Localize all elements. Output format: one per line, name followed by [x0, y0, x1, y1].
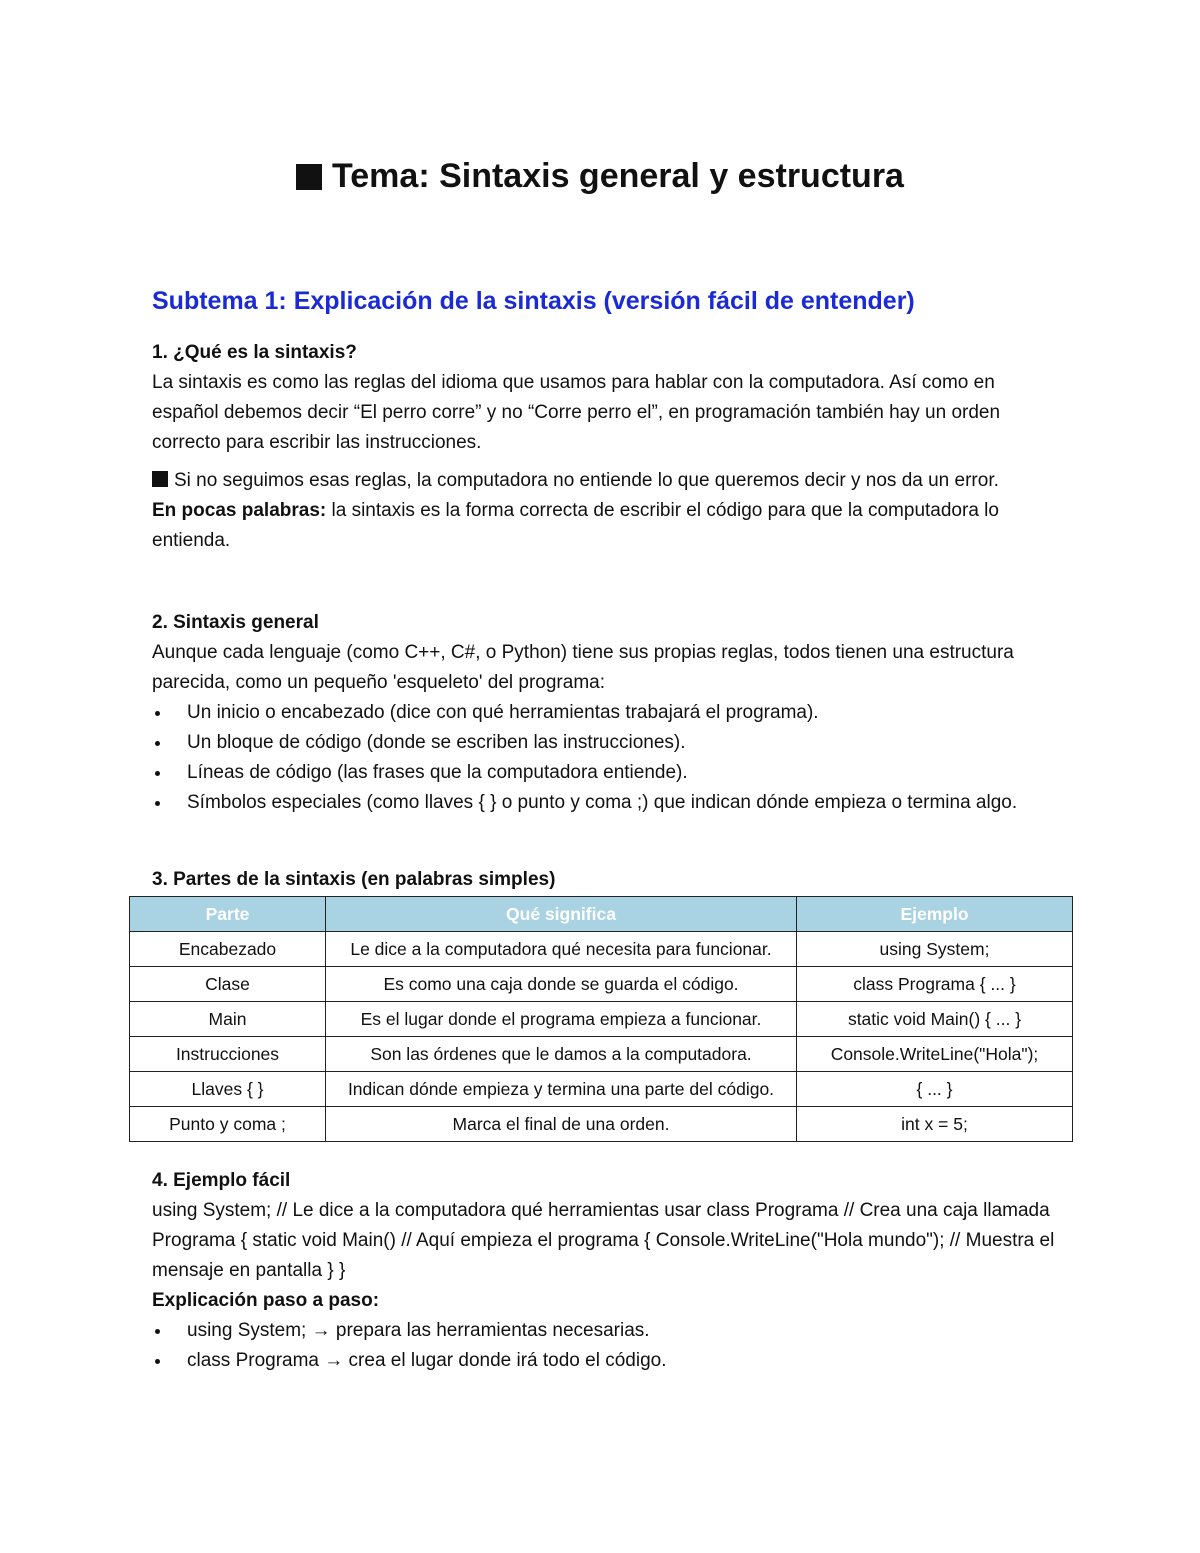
section-1: [152, 338, 1062, 458]
table-cell: Indican dónde empieza y termina una parte del código.: [326, 1072, 797, 1107]
table-row: [130, 1002, 1073, 1037]
section-4: [152, 1166, 1062, 1376]
table-cell: { ... }: [797, 1072, 1073, 1107]
summary-text: la sintaxis es la forma correcta de escribir el código para que la computadora lo entienda.: [152, 500, 999, 551]
explain-heading: Explicación paso a paso:: [152, 1290, 380, 1311]
table-row: [130, 1072, 1073, 1107]
table-cell: using System;: [797, 932, 1073, 967]
section-4-heading: 4. Ejemplo fácil: [152, 1170, 291, 1191]
table-row: [130, 932, 1073, 967]
section-1-heading: 1. ¿Qué es la sintaxis?: [152, 342, 357, 363]
table-cell: Es como una caja donde se guarda el código.: [326, 967, 797, 1002]
column-header: Qué significa: [326, 897, 797, 932]
table-cell: Son las órdenes que le damos a la computadora.: [326, 1037, 797, 1072]
summary-label: En pocas palabras:: [152, 500, 327, 521]
code-example: using System; // Le dice a la computadora qué herramientas usar class Programa // Crea una caja llamada Programa { static void Main() // Aquí empieza el programa { Console.WriteLine("Hola mundo"); // Muestra el mensaje en pantalla } }: [152, 1200, 1055, 1281]
column-header: Ejemplo: [797, 897, 1073, 932]
syntax-table: [129, 896, 1073, 1142]
table-cell: Es el lugar donde el programa empieza a funcionar.: [326, 1002, 797, 1037]
table-cell: Marca el final de una orden.: [326, 1107, 797, 1142]
table-cell: Encabezado: [130, 932, 326, 967]
table-cell: Le dice a la computadora qué necesita para funcionar.: [326, 932, 797, 967]
structure-list: [152, 698, 1062, 818]
table-cell: Console.WriteLine("Hola");: [797, 1037, 1073, 1072]
section-2-paragraph: Aunque cada lenguaje (como C++, C#, o Python) tiene sus propias reglas, todos tienen una estructura parecida, como un pequeño 'esqueleto' del programa:: [152, 642, 1014, 693]
section-2: [152, 608, 1062, 818]
section-3: [152, 865, 1062, 895]
subtopic-heading: Subtema 1: Explicación de la sintaxis (versión fácil de entender): [152, 287, 915, 315]
section-3-heading: 3. Partes de la sintaxis (en palabras simples): [152, 869, 556, 890]
table-cell: Main: [130, 1002, 326, 1037]
table-cell: class Programa { ... }: [797, 967, 1073, 1002]
table-cell: Punto y coma ;: [130, 1107, 326, 1142]
table-cell: Instrucciones: [130, 1037, 326, 1072]
table-row: [130, 1107, 1073, 1142]
section-1-note: [152, 466, 1062, 556]
page-title: Tema: Sintaxis general y estructura: [0, 152, 1200, 200]
table-cell: int x = 5;: [797, 1107, 1073, 1142]
list-item: class Programa → crea el lugar donde irá todo el código.: [152, 1346, 1062, 1376]
table-header-row: [130, 897, 1073, 932]
note-text: Si no seguimos esas reglas, la computadora no entiende lo que queremos decir y nos da un error.: [174, 470, 999, 491]
list-item: Un inicio o encabezado (dice con qué herramientas trabajará el programa).: [152, 698, 1062, 728]
table-row: [130, 967, 1073, 1002]
list-item: using System; → prepara las herramientas necesarias.: [152, 1316, 1062, 1346]
steps-list: [152, 1316, 1062, 1376]
column-header: Parte: [130, 897, 326, 932]
section-1-paragraph: La sintaxis es como las reglas del idioma que usamos para hablar con la computadora. Así como en español debemos decir “El perro corre” y no “Corre perro el”, en programación también hay un orden correcto para escribir las instrucciones.: [152, 372, 1001, 453]
square-bullet-icon: [152, 471, 168, 487]
section-2-heading: 2. Sintaxis general: [152, 612, 319, 633]
table-cell: Llaves { }: [130, 1072, 326, 1107]
table-cell: Clase: [130, 967, 326, 1002]
square-bullet-icon: [296, 164, 322, 190]
list-item: Líneas de código (las frases que la computadora entiende).: [152, 758, 1062, 788]
list-item: Símbolos especiales (como llaves { } o punto y coma ;) que indican dónde empieza o termina algo.: [152, 788, 1062, 818]
list-item: Un bloque de código (donde se escriben las instrucciones).: [152, 728, 1062, 758]
table-cell: static void Main() { ... }: [797, 1002, 1073, 1037]
table-row: [130, 1037, 1073, 1072]
